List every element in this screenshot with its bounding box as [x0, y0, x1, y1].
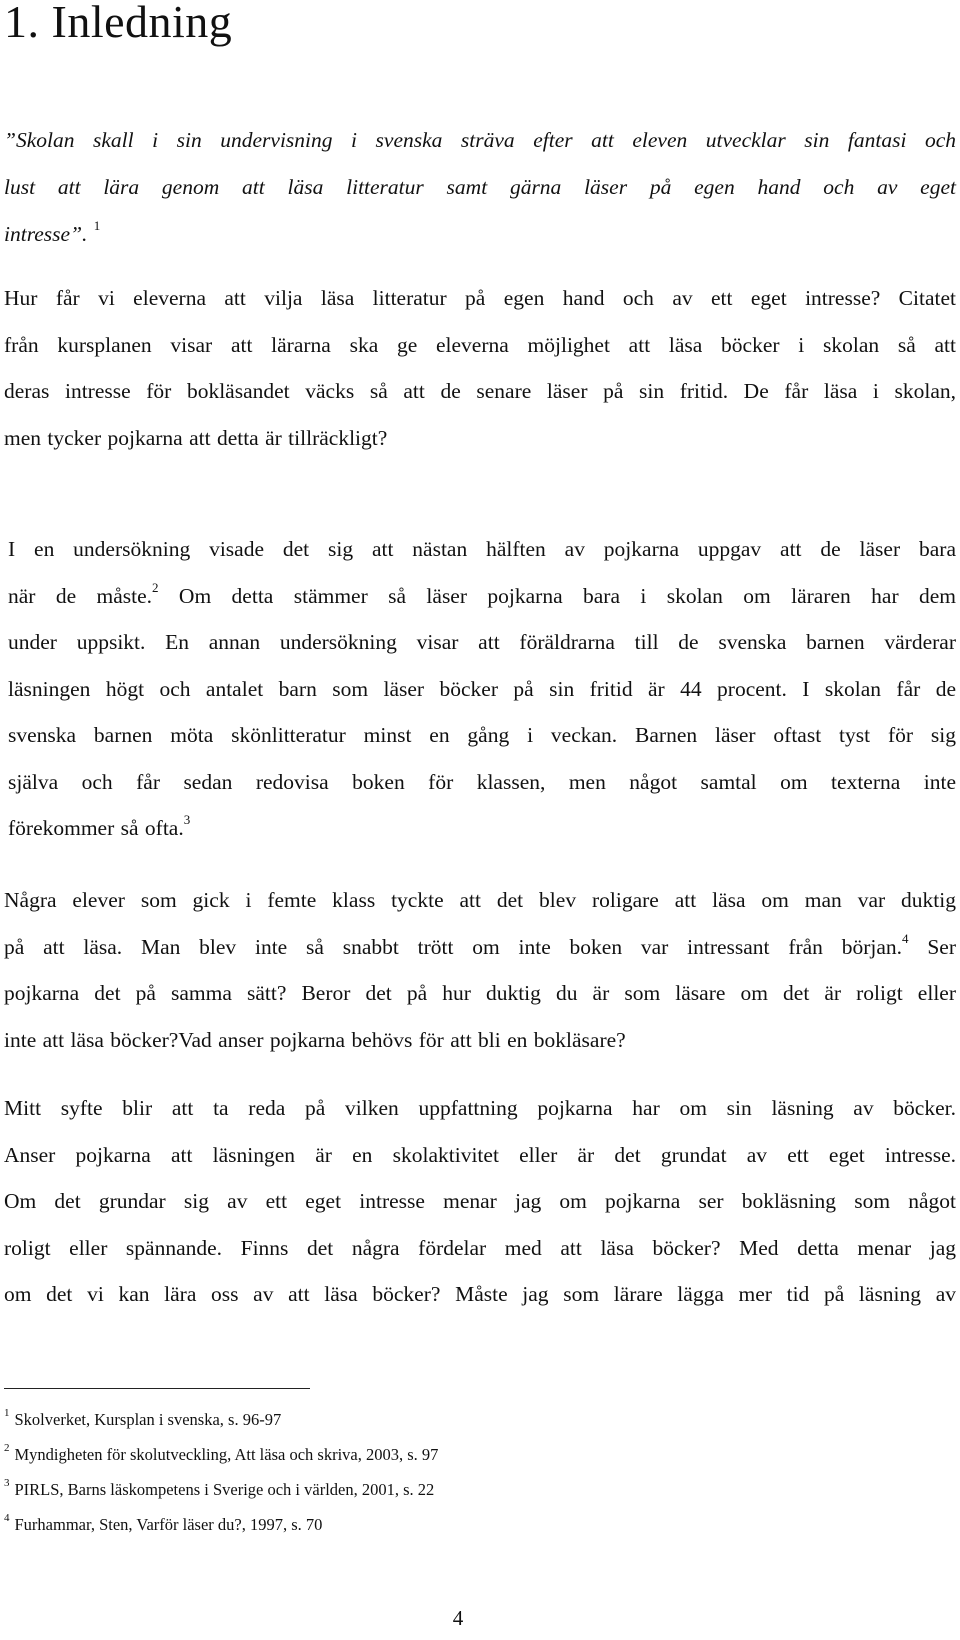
paragraph-text: förekommer så ofta.	[8, 816, 184, 840]
paragraph-line: pojkarna det på samma sätt? Beror det på hur duktig du är som läsare om det är roligt eller	[4, 981, 956, 1005]
paragraph-line: Några elever som gick i femte klass tyckte att det blev roligare att läsa om man var duktig	[4, 888, 956, 912]
footnote-divider	[4, 1388, 310, 1389]
footnote	[4, 1507, 438, 1542]
paragraph-line: I en undersökning visade det sig att nästan hälften av pojkarna uppgav att de läser bara	[8, 537, 956, 561]
footnote	[4, 1402, 438, 1437]
footnote	[4, 1437, 438, 1472]
paragraph-line: läsningen högt och antalet barn som läser böcker på sin fritid är 44 procent. I skolan får de	[8, 676, 956, 701]
paragraph-line: Om det grundar sig av ett eget intresse menar jag om pojkarna ser bokläsning som något	[4, 1189, 956, 1213]
paragraph-line: svenska barnen möta skönlitteratur minst en gång i veckan. Barnen läser oftast tyst för sig	[8, 723, 956, 747]
paragraph-text: när de måste.	[8, 583, 153, 608]
footnote-text: PIRLS, Barns läskompetens i Sverige och i världen, 2001, s. 22	[14, 1480, 435, 1499]
paragraph-line: inte att läsa böcker?Vad anser pojkarna behövs för att bli en bokläsare?	[4, 1027, 626, 1052]
footnote-ref[interactable]: 3	[183, 812, 191, 827]
paragraph-2	[8, 526, 956, 852]
footnote-list	[4, 1402, 438, 1542]
paragraph-line: men tycker pojkarna att detta är tillräckligt?	[4, 425, 388, 450]
paragraph-line	[8, 573, 956, 620]
footnote-ref[interactable]: 4	[902, 930, 909, 946]
page-number: 4	[452, 1606, 464, 1630]
footnote-text: Furhammar, Sten, Varför läser du?, 1997, s. 70	[14, 1515, 323, 1534]
footnote	[4, 1472, 438, 1507]
paragraph-line: själva och får sedan redovisa boken för klassen, men något samtal om texterna inte	[8, 769, 956, 794]
section-heading: 1. Inledning	[4, 0, 233, 47]
paragraph-text: Om detta stämmer så läser pojkarna bara i skolan om läraren har dem	[158, 583, 956, 608]
paragraph-line: om det vi kan lära oss av att läsa böcker? Måste jag som lärare lägga mer tid på läsning av	[4, 1282, 956, 1306]
footnote-text: Myndigheten för skolutveckling, Att läsa och skriva, 2003, s. 97	[14, 1445, 439, 1464]
paragraph-3	[4, 877, 956, 1063]
footnote-number: 3	[4, 1477, 10, 1489]
paragraph-1	[4, 275, 956, 461]
footnote-ref[interactable]: 1	[93, 218, 101, 233]
paragraph-line: under uppsikt. En annan undersökning visar att föräldrarna till de svenska barnen värderar	[8, 630, 956, 654]
footnote-ref[interactable]: 2	[152, 579, 159, 595]
paragraph-line: roligt eller spännande. Finns det några fördelar med att läsa böcker? Med detta menar jag	[4, 1235, 956, 1260]
paragraph-line: Hur får vi eleverna att vilja läsa litteratur på egen hand och av ett eget intresse? Citatet	[4, 286, 956, 310]
paragraph-line: deras intresse för bokläsandet väcks så att de senare läser på sin fritid. De får läsa i skolan,	[4, 379, 956, 403]
footnote-number: 1	[4, 1407, 10, 1419]
paragraph-line: Mitt syfte blir att ta reda på vilken uppfattning pojkarna har om sin läsning av böcker.	[4, 1096, 956, 1120]
kursplan-quote	[4, 117, 956, 258]
quote-line: ”Skolan skall i sin undervisning i svenska sträva efter att eleven utvecklar sin fantasi och	[4, 128, 956, 152]
footnote-number: 2	[4, 1442, 10, 1454]
quote-line: lust att lära genom att läsa litteratur samt gärna läser på egen hand och av eget	[4, 175, 956, 199]
quote-line	[4, 211, 956, 258]
quote-line-text: intresse”.	[4, 222, 88, 246]
paragraph-4	[4, 1085, 956, 1318]
paragraph-line	[8, 805, 956, 852]
footnote-number: 4	[4, 1512, 10, 1524]
paragraph-text: Ser	[908, 934, 956, 959]
footnote-text: Skolverket, Kursplan i svenska, s. 96-97	[14, 1410, 282, 1429]
paragraph-line	[4, 924, 956, 971]
paragraph-line: från kursplanen visar att lärarna ska ge eleverna möjlighet att läsa böcker i skolan så att	[4, 332, 956, 357]
paragraph-line: Anser pojkarna att läsningen är en skolaktivitet eller är det grundat av ett eget intresse.	[4, 1142, 956, 1167]
paragraph-text: på att läsa. Man blev inte så snabbt trött om inte boken var intressant från början.	[4, 934, 903, 959]
